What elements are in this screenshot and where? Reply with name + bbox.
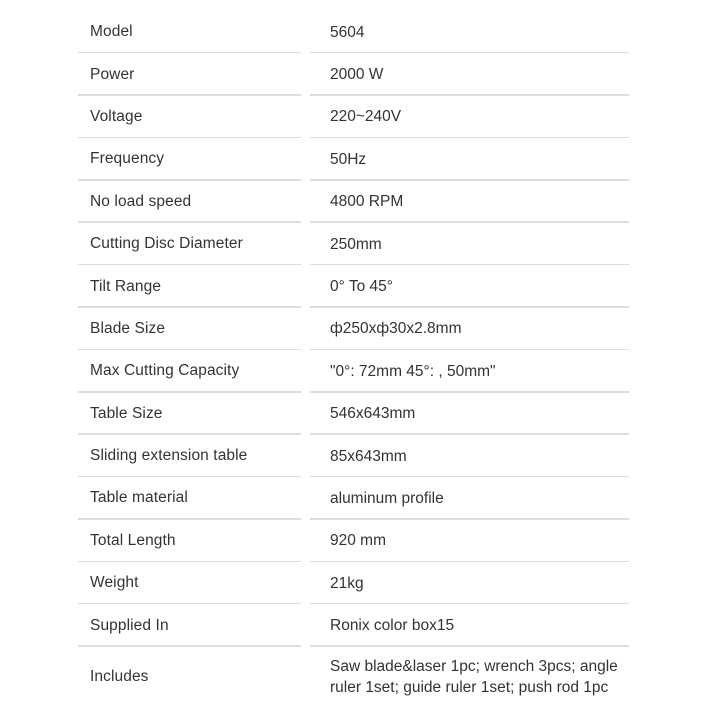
spec-value: 546x643mm	[330, 405, 416, 423]
spec-value: 0° To 45°	[330, 278, 393, 296]
spec-label: Blade Size	[90, 319, 166, 337]
spec-label: Table Size	[90, 404, 163, 422]
spec-value: aluminum profile	[330, 489, 444, 507]
spec-label: Table material	[90, 489, 188, 507]
spec-value: 920 mm	[330, 532, 386, 550]
spec-label: Sliding extension table	[90, 447, 248, 465]
spec-value: 5604	[330, 23, 365, 41]
spec-label: Model	[90, 23, 133, 41]
spec-value: 2000 W	[330, 66, 384, 84]
spec-row-supplied-in	[78, 604, 629, 646]
spec-value: 250mm	[330, 235, 382, 253]
spec-row-tilt-range	[78, 265, 629, 307]
spec-value: 21kg	[330, 574, 364, 592]
spec-row-frequency	[78, 138, 629, 180]
spec-row-total-length	[78, 520, 629, 562]
spec-row-sliding-extension-table	[78, 435, 629, 477]
spec-row-voltage	[78, 96, 629, 138]
spec-row-max-cutting-capacity	[78, 350, 629, 392]
spec-label: Frequency	[90, 150, 165, 168]
spec-label: Power	[90, 65, 135, 83]
spec-row-includes	[78, 647, 629, 707]
spec-row-cutting-disc-diameter	[78, 223, 629, 265]
spec-value: "0°: 72mm 45°: , 50mm"	[330, 362, 496, 380]
spec-value: 4800 RPM	[330, 193, 404, 211]
spec-row-model	[78, 11, 629, 53]
spec-value: 220~240V	[330, 108, 402, 126]
spec-value: Ronix color box15	[330, 617, 455, 635]
spec-label: No load speed	[90, 192, 192, 210]
spec-label: Max Cutting Capacity	[90, 362, 240, 380]
spec-row-table-size	[78, 393, 629, 435]
spec-label: Includes	[90, 667, 149, 685]
spec-label: Weight	[90, 574, 139, 592]
spec-table	[78, 11, 629, 707]
spec-value: ф250xф30x2.8mm	[330, 320, 462, 338]
spec-value: Saw blade&laser 1pc; wrench 3pcs; angle ruler 1set; guide ruler 1set; push rod 1pc	[330, 657, 618, 696]
spec-label: Total Length	[90, 531, 176, 549]
spec-label: Supplied In	[90, 616, 169, 634]
spec-label: Cutting Disc Diameter	[90, 235, 243, 253]
spec-value: 85x643mm	[330, 447, 407, 465]
spec-row-table-material	[78, 477, 629, 519]
spec-label: Tilt Range	[90, 277, 162, 295]
spec-label: Voltage	[90, 107, 143, 125]
spec-value: 50Hz	[330, 150, 367, 168]
spec-row-blade-size	[78, 308, 629, 350]
spec-row-no-load-speed	[78, 181, 629, 223]
spec-row-weight	[78, 562, 629, 604]
spec-row-power	[78, 53, 629, 95]
